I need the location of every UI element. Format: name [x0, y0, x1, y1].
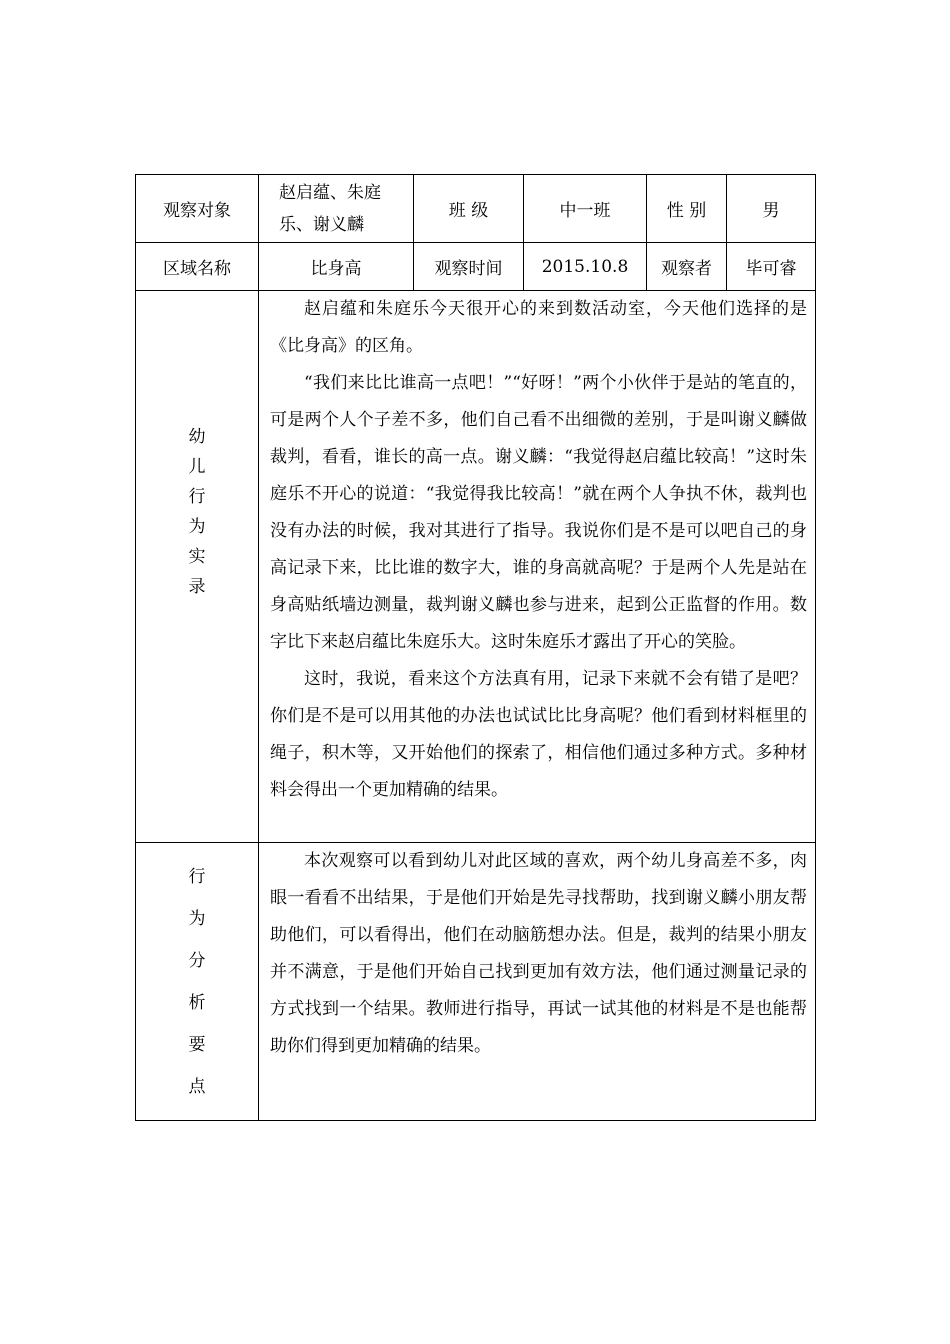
record-label-char: 实	[188, 546, 206, 567]
record-paragraph: 这时，我说，看来这个方法真有用，记录下来就不会有错了是吧？你们是不是可以用其他的办法也试试比比身高呢？他们看到材料框里的绳子，积木等，又开始他们的探索了，相信他们通过多种方式。多种材料会得出一个更加精确的结果。	[270, 669, 807, 800]
record-label-chars	[136, 422, 258, 602]
gender-value: 男	[727, 175, 816, 243]
observer-value: 毕可睿	[727, 243, 816, 291]
analysis-row	[136, 843, 816, 1121]
analysis-label-char: 点	[188, 1076, 206, 1097]
class-value: 中一班	[524, 175, 647, 243]
time-label: 观察时间	[414, 243, 524, 291]
record-label-char: 录	[188, 576, 206, 597]
gender-label: 性 别	[647, 175, 727, 243]
analysis-content	[259, 843, 816, 1121]
observe-target-label: 观察对象	[136, 175, 259, 243]
analysis-label-char: 为	[188, 908, 206, 929]
observation-table	[135, 174, 816, 1121]
analysis-label-char: 析	[188, 992, 206, 1013]
record-label-char: 儿	[188, 456, 206, 477]
record-row	[136, 291, 816, 843]
area-label: 区域名称	[136, 243, 259, 291]
analysis-label-char: 要	[188, 1034, 206, 1055]
record-label-char: 为	[188, 516, 206, 537]
record-label-char: 幼	[188, 426, 206, 447]
analysis-paragraph: 本次观察可以看到幼儿对此区域的喜欢，两个幼儿身高差不多，肉眼一看看不出结果，于是他们开始是先寻找帮助，找到谢义麟小朋友帮助他们，可以看得出，他们在动脑筋想办法。但是，裁判的结果小朋友并不满意，于是他们开始自己找到更加有效方法，他们通过测量记录的方式找到一个结果。教师进行指导，再试一试其他的材料是不是也能帮助你们得到更加精确的结果。	[270, 851, 807, 1056]
class-label: 班 级	[414, 175, 524, 243]
analysis-label-char: 行	[188, 866, 206, 887]
observe-target-value: 赵启蕴、朱庭乐、谢义麟	[259, 175, 414, 243]
time-value: 2015.10.8	[524, 243, 647, 291]
record-paragraph: “我们来比比谁高一点吧！”“好呀！”两个小伙伴于是站的笔直的，可是两个人个子差不多，他们自己看不出细微的差别，于是叫谢义麟做裁判，看看，谁长的高一点。谢义麟：“我觉得赵启蕴比较高！”这时朱庭乐不开心的说道：“我觉得我比较高！”就在两个人争执不休，裁判也没有办法的时候，我对其进行了指导。我说你们是不是可以吧自己的身高记录下来，比比谁的数字大，谁的身高就高呢？于是两个人先是站在身高贴纸墙边测量，裁判谢义麟也参与进来，起到公正监督的作用。数字比下来赵启蕴比朱庭乐大。这时朱庭乐才露出了开心的笑脸。	[270, 373, 807, 652]
record-label	[136, 291, 259, 843]
header-row-2	[136, 243, 816, 291]
analysis-label	[136, 843, 259, 1121]
analysis-label-chars	[136, 856, 258, 1108]
record-content	[259, 291, 816, 843]
header-row-1	[136, 175, 816, 243]
record-paragraph: 赵启蕴和朱庭乐今天很开心的来到数活动室，今天他们选择的是《比身高》的区角。	[270, 299, 807, 356]
observer-label: 观察者	[647, 243, 727, 291]
analysis-label-char: 分	[188, 950, 206, 971]
record-label-char: 行	[188, 486, 206, 507]
area-value: 比身高	[259, 243, 414, 291]
